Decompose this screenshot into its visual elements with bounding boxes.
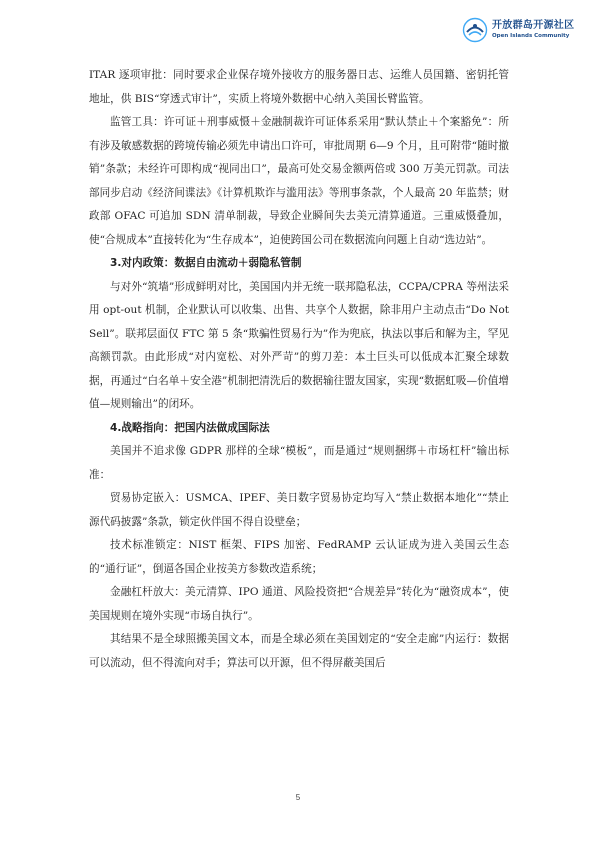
org-name-en: Open Islands Community: [492, 32, 570, 39]
paragraph: 金融杠杆放大：美元清算、IPO 通道、风险投资把“合规差异”转化为“融资成本”，使美国规则在境外实现“市场自执行”。: [89, 586, 509, 622]
paragraph: 技术标准锁定：NIST 框架、FIPS 加密、FedRAMP 云认证成为进入美国云生态的“通行证”，倒逼各国企业按美方参数改造系统；: [89, 539, 509, 575]
paragraph: 贸易协定嵌入：USMCA、IPEF、美日数字贸易协定均写入“禁止数据本地化”“禁止源代码披露”条款，锁定伙伴国不得自设壁垒；: [89, 492, 509, 528]
section-heading: 4.战略指向：把国内法做成国际法: [110, 421, 270, 434]
page-number: 5: [295, 793, 301, 802]
paragraph: 与对外“筑墙”形成鲜明对比，美国国内并无统一联邦隐私法，CCPA/CPRA 等州法采用 opt-out 机制，企业默认可以收集、出售、共享个人数据，除非用户主动点击“Do Not Sell”。联邦层面仅 FTC 第 5 条“欺骗性贸易行为”作为兜底，执法以事后和解为主，罕见高额罚款。由此形成“对内宽松、对外严苛”的剪刀差：本土巨头可以低成本汇聚全球数据，再通过“白名单＋安全港”机制把清洗后的数据输往盟友国家，实现“数据虹吸—价值增值—规则输出”的闭环。: [89, 280, 509, 410]
logo-text: [492, 21, 574, 40]
header-logo: [462, 17, 574, 43]
section-heading: 3.对内政策：数据自由流动＋弱隐私管制: [110, 257, 302, 269]
paragraph: 其结果不是全球照搬美国文本，而是全球必须在美国划定的“安全走廊”内运行：数据可以流动，但不得流向对手；算法可以开源，但不得屏蔽美国后: [89, 633, 509, 669]
document-body: [89, 64, 509, 675]
open-islands-logo-icon: [462, 17, 488, 43]
paragraph: ITAR 逐项审批：同时要求企业保存境外接收方的服务器日志、运维人员国籍、密钥托管地址，供 BIS“穿透式审计”，实质上将境外数据中心纳入美国长臂监管。: [89, 69, 509, 105]
paragraph: 美国并不追求像 GDPR 那样的全球“模板”，而是通过“规则捆绑＋市场杠杆”输出标准：: [89, 445, 509, 481]
org-name-cn: 开放群岛开源社区: [492, 19, 575, 31]
paragraph: 监管工具：许可证＋刑事威慑＋金融制裁许可证体系采用“默认禁止＋个案豁免”：所有涉及敏感数据的跨境传输必须先申请出口许可，审批周期 6—9 个月，且可附带“随时撤销”条款；未经许可即构成“视同出口”，最高可处交易金额两倍或 300 万美元罚款。司法部同步启动《经济间谍法》《计算机欺诈与滥用法》等刑事条款，个人最高 20 年监禁；财政部 OFAC 可追加 SDN 清单制裁，导致企业瞬间失去美元清算通道。三重威慑叠加，使“合规成本”直接转化为“生存成本”，迫使跨国公司在数据流向问题上自动“选边站”。: [89, 116, 509, 246]
